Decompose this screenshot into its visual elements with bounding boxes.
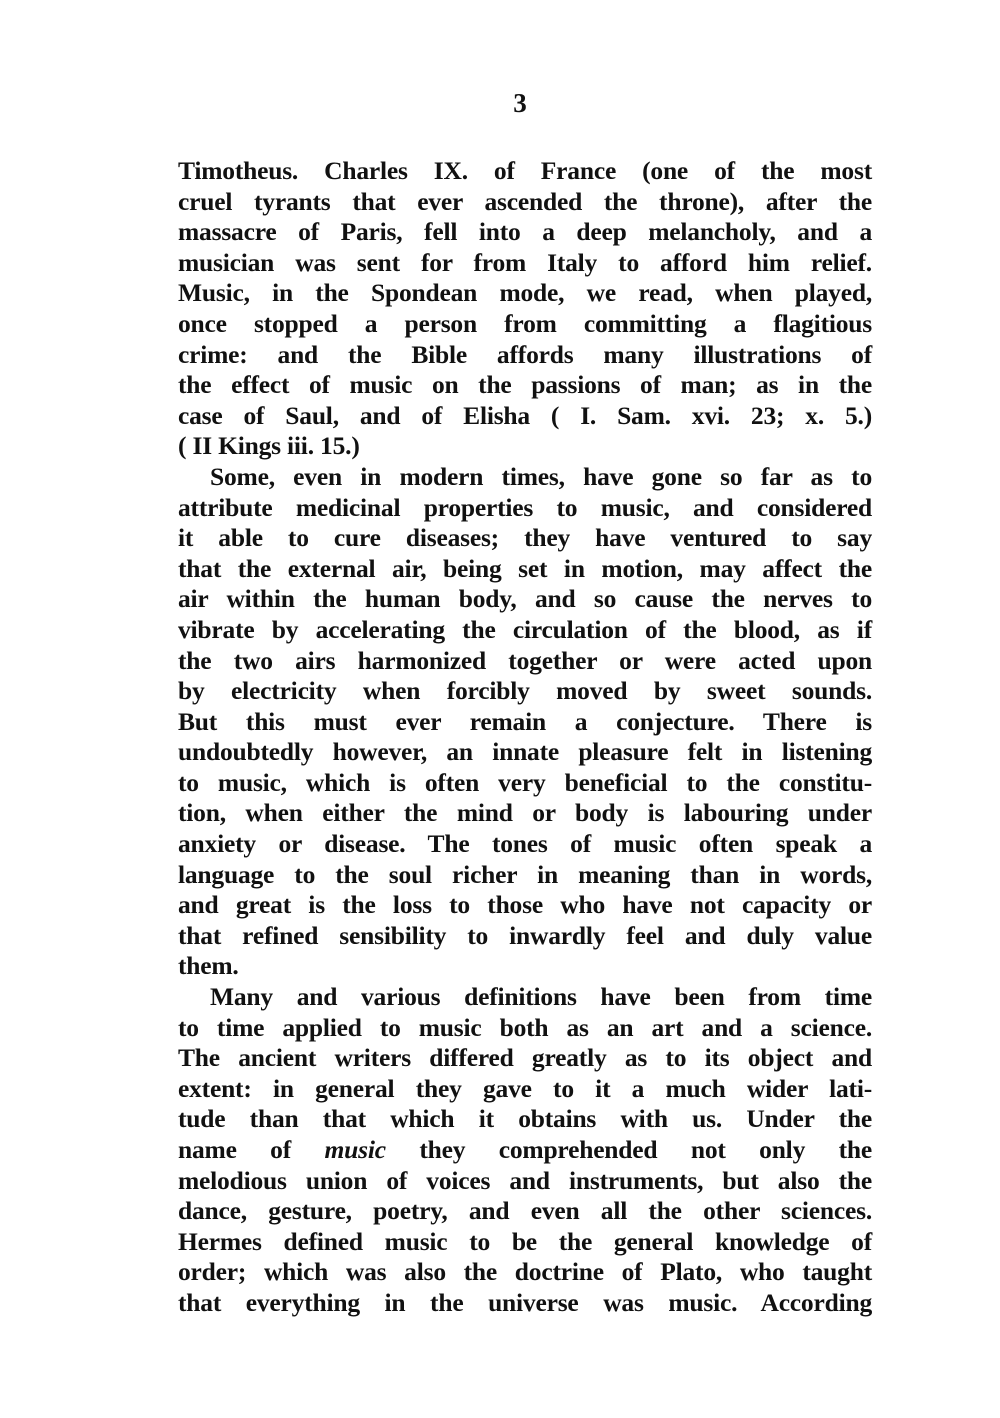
text-line: that everything in the universe was music. According — [178, 1287, 872, 1317]
text-line: ( II Kings iii. 15.) — [178, 431, 360, 461]
text-line: musician was sent for from Italy to afford him relief. — [178, 247, 872, 277]
text-line: anxiety or disease. The tones of music often speak a — [178, 829, 872, 859]
text-line: But this must ever remain a conjecture. There is — [178, 706, 872, 736]
text-line: to music, which is often very beneficial to the constitu- — [178, 767, 872, 797]
text-line: melodious union of voices and instruments, but also the — [178, 1165, 872, 1195]
text-line: that refined sensibility to inwardly feel and duly value — [178, 920, 872, 950]
text-line: name of music they comprehended not only the — [178, 1135, 872, 1164]
text-line: The ancient writers differed greatly as to its object and — [178, 1043, 872, 1073]
text-line: the two airs harmonized together or were acted upon — [178, 645, 872, 675]
text-line: by electricity when forcibly moved by sweet sounds. — [178, 676, 872, 706]
text-line: Music, in the Spondean mode, we read, when played, — [178, 278, 872, 308]
text-line: attribute medicinal properties to music, and considered — [178, 492, 872, 522]
text-line: Hermes defined music to be the general knowledge of — [178, 1226, 872, 1256]
text-line: Many and various definitions have been from time — [210, 982, 872, 1012]
text-line: it able to cure diseases; they have ventured to say — [178, 523, 872, 553]
text-line: tude than that which it obtains with us. Under the — [178, 1104, 872, 1134]
text-line: the effect of music on the passions of man; as in the — [178, 370, 872, 400]
text-line: vibrate by accelerating the circulation of the blood, as if — [178, 614, 872, 644]
text-line: dance, gesture, poetry, and even all the other sciences. — [178, 1196, 872, 1226]
text-line: Timotheus. Charles IX. of France (one of the most — [178, 156, 872, 185]
text-line: massacre of Paris, fell into a deep melancholy, and a — [178, 217, 872, 247]
text-line: air within the human body, and so cause the nerves to — [178, 584, 872, 614]
body-text — [178, 156, 872, 1319]
emphasized-word: music — [324, 1135, 386, 1164]
text-line: order; which was also the doctrine of Plato, who taught — [178, 1257, 872, 1287]
text-line: that the external air, being set in motion, may affect the — [178, 553, 872, 583]
text-line: cruel tyrants that ever ascended the throne), after the — [178, 186, 872, 216]
text-line: crime: and the Bible affords many illustrations of — [178, 339, 872, 369]
text-line: undoubtedly however, an innate pleasure felt in listening — [178, 737, 872, 767]
text-line: language to the soul richer in meaning than in words, — [178, 859, 872, 889]
text-line: Some, even in modern times, have gone so far as to — [210, 461, 872, 491]
text-line: and great is the loss to those who have not capacity or — [178, 890, 872, 920]
text-line: to time applied to music both as an art and a science. — [178, 1012, 872, 1042]
text-line: them. — [178, 951, 239, 981]
page-number: 3 — [513, 88, 527, 118]
text-line: extent: in general they gave to it a much wider lati- — [178, 1073, 872, 1103]
text-line: case of Saul, and of Elisha ( I. Sam. xvi. 23; x. 5.) — [178, 400, 872, 430]
text-line: tion, when either the mind or body is labouring under — [178, 798, 872, 828]
text-line: once stopped a person from committing a flagitious — [178, 308, 872, 338]
